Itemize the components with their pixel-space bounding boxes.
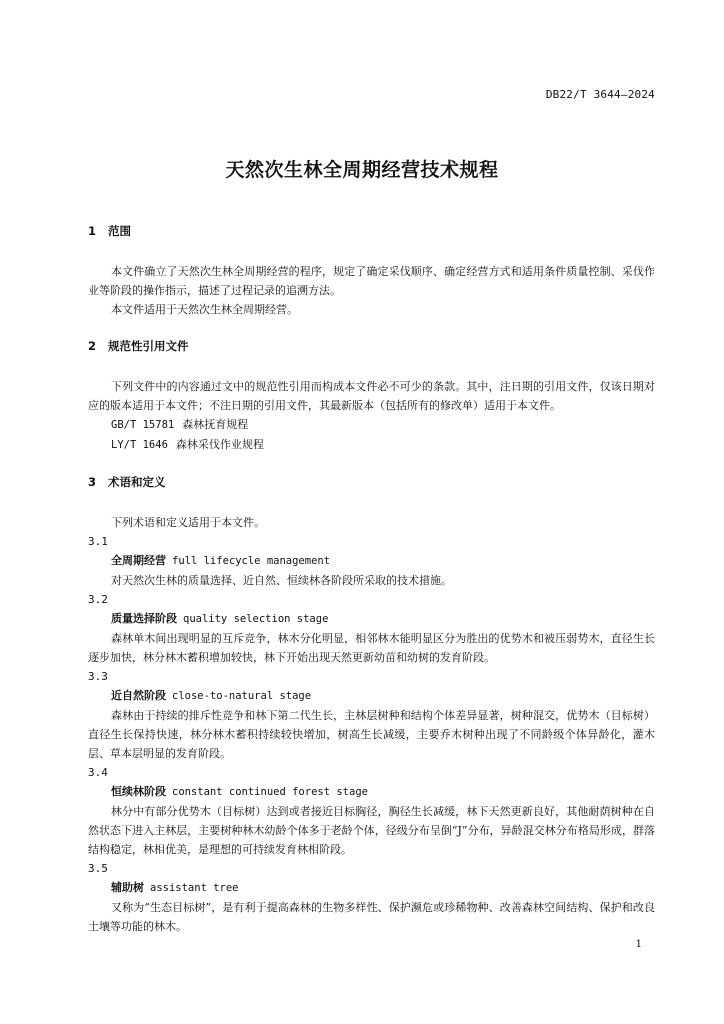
term-number: 3.1 [88, 535, 108, 548]
term-name [88, 782, 655, 802]
section-title: 范围 [108, 224, 131, 238]
term-number: 3.3 [88, 670, 108, 683]
terms-intro: 下列术语和定义适用于本文件。 [111, 516, 265, 529]
term-name [88, 609, 655, 629]
section-heading-terms [88, 473, 655, 491]
reference-item [88, 415, 655, 435]
section-title: 术语和定义 [108, 475, 166, 489]
document-code: DB22/T 3644—2024 [545, 88, 655, 101]
scope-paragraph-1: 本文件确立了天然次生林全周期经营的程序，规定了确定采伐顺序、确定经营方式和适用条件质量控制、采伐作业等阶段的操作指示，描述了过程记录的追溯方法。 [88, 265, 655, 297]
term-definition: 对天然次生林的质量选择、近自然、恒续林各阶段所采取的技术措施。 [111, 574, 452, 587]
reference-item [88, 435, 655, 455]
term-definition: 林分中有部分优势木（目标树）达到或者接近目标胸径，胸径生长减缓，林下天然更新良好，其他耐荫树种在自然状态下进入主林层，主要树种林木幼龄个体多于老龄个体，径级分布呈倒“J”分布，异龄混交林分布格局形成，群落结构稳定，林相优美，是理想的可持续发育林相阶段。 [88, 805, 655, 856]
section-heading-normative-references [88, 337, 655, 355]
document-title: 天然次生林全周期经营技术规程 [225, 159, 499, 181]
scope-paragraph-2: 本文件适用于天然次生林全周期经营。 [111, 303, 298, 316]
term-name-en: close-to-natural stage [172, 690, 312, 702]
term-name-zh: 近自然阶段 [111, 689, 166, 702]
section-title: 规范性引用文件 [108, 339, 189, 353]
term-number: 3.2 [88, 593, 108, 606]
term-name [88, 551, 655, 571]
term-name [88, 686, 655, 706]
page-number: 1 [635, 939, 642, 950]
term-name-zh: 质量选择阶段 [111, 612, 177, 625]
references-paragraph: 下列文件中的内容通过文中的规范性引用而构成本文件必不可少的条款。其中，注日期的引用文件，仅该日期对应的版本适用于本文件；不注日期的引用文件，其最新版本（包括所有的修改单）适用于本文件。 [88, 380, 655, 412]
term-name-en: constant continued forest stage [172, 786, 368, 798]
term-name-en: quality selection stage [183, 613, 329, 625]
term-definition: 森林由于持续的排斥性竞争和林下第二代生长，主林层树种和结构个体差异显著，树种混交，优势木（目标树）直径生长保持快速，林分林木蓄积持续较快增加，树高生长减缓，主要乔木树种出现了不同龄级个体异龄化，灌木层、草本层明显的发育阶段。 [88, 709, 655, 760]
term-name-en: full lifecycle management [172, 555, 331, 567]
document-body [88, 222, 655, 936]
term-name [88, 878, 655, 898]
term-definition: 又称为“生态目标树”，是有利于提高森林的生物多样性、保护濒危或珍稀物种、改善森林空间结构、保护和改良土壤等功能的林木。 [88, 901, 655, 933]
reference-name: 森林抚育规程 [182, 418, 249, 431]
reference-code: LY/T 1646 [111, 439, 168, 451]
term-name-zh: 辅助树 [111, 881, 144, 894]
section-number: 1 [88, 224, 97, 238]
section-number: 3 [88, 475, 97, 489]
section-heading-scope [88, 222, 655, 240]
term-number: 3.4 [88, 766, 108, 779]
reference-code: GB/T 15781 [111, 419, 175, 431]
term-definition: 森林单木间出现明显的互斥竞争，林木分化明显，相邻林木能明显区分为胜出的优势木和被压弱势木，直径生长逐步加快，林分林木蓄积增加较快，林下开始出现天然更新幼苗和幼树的发育阶段。 [88, 632, 655, 664]
term-name-zh: 全周期经营 [111, 554, 166, 567]
term-name-zh: 恒续林阶段 [111, 785, 166, 798]
term-name-en: assistant tree [150, 882, 239, 894]
reference-name: 森林采伐作业规程 [175, 438, 264, 451]
section-number: 2 [88, 339, 97, 353]
term-number: 3.5 [88, 862, 108, 875]
